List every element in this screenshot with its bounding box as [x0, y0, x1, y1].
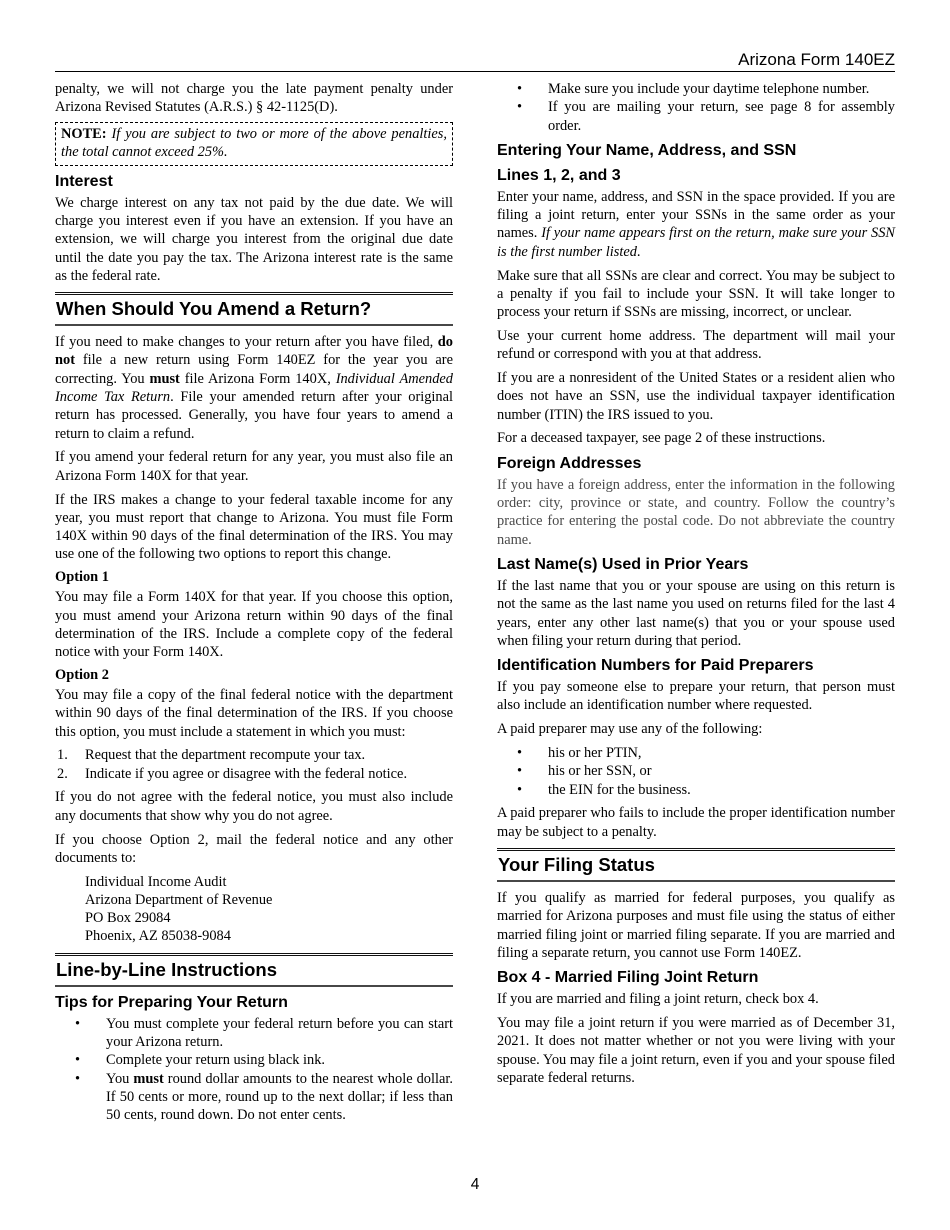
bullet-marker: •: [517, 99, 523, 116]
header-rule: [55, 71, 895, 72]
list-item-text: [106, 1071, 453, 1124]
bullet-list: [497, 80, 895, 135]
text-segment: If you are mailing your return, see page 8 for assembly order.: [548, 99, 895, 134]
page-content: [55, 80, 895, 1130]
text-segment: If you qualify as married for federal purposes, you qualify as married for Arizona purposes and must file using the status of either married filing joint or married filing separate. If you are married and filing a separate return, you cannot use Form 140EZ.: [497, 890, 895, 961]
text-segment: If you do not agree with the federal notice, you must also include any documents that show why you do not agree.: [55, 789, 453, 824]
paragraph: [497, 990, 895, 1008]
text-segment: A paid preparer may use any of the following:: [497, 721, 763, 738]
text-segment: If you have a foreign address, enter the information in the following order: city, province or state, and country. Follow the country’s practice for entering the postal code. Do not abbreviate the country name.: [497, 476, 895, 548]
bullet-item: [55, 1051, 453, 1069]
section-heading: Your Filing Status: [497, 848, 895, 882]
subheading: Entering Your Name, Address, and SSN: [497, 141, 797, 159]
paragraph: [55, 491, 453, 564]
numbered-item: [55, 765, 453, 783]
text-segment: file Arizona Form 140X,: [179, 370, 336, 387]
list-item-text: [548, 763, 652, 779]
bullet-marker: •: [75, 1070, 81, 1087]
subheading: Box 4 - Married Filing Joint Return: [497, 969, 759, 987]
paragraph: [497, 1014, 895, 1087]
bullet-item: [497, 762, 895, 780]
paragraph: [55, 788, 453, 825]
subheading: Foreign Addresses: [497, 454, 642, 472]
text-segment: Use your current home address. The department will mail your refund or correspond with you at that address.: [497, 327, 895, 363]
bullet-item: [497, 80, 895, 98]
text-segment: do not: [55, 334, 453, 369]
section-heading: When Should You Amend a Return?: [55, 292, 453, 326]
text-segment: If you need to make changes to your return after you have filed,: [55, 334, 438, 351]
paragraph: [497, 429, 895, 447]
paragraph: [497, 678, 895, 715]
subheading: Tips for Preparing Your Return: [55, 993, 288, 1011]
text-segment: Individual Amended Income Tax Return: [55, 370, 453, 406]
bullet-marker: •: [517, 763, 523, 780]
address-line: Phoenix, AZ 85038-9084: [85, 928, 231, 945]
page-number: 4: [470, 1176, 480, 1193]
bullet-marker: •: [517, 745, 523, 762]
text-segment: Complete your return using black ink.: [106, 1052, 326, 1069]
bullet-item: [497, 744, 895, 762]
paragraph: [497, 720, 895, 738]
paragraph: [497, 188, 895, 261]
text-segment: round dollar amounts to the nearest whole dollar. If 50 cents or more, round up to the next dollar; if less than 50 cents, round down. Do not enter cents.: [106, 1070, 453, 1124]
text-segment: the EIN for the business.: [548, 781, 691, 798]
text-segment: You may file a copy of the final federal notice with the department within 90 days of the final determination of the IRS. If you choose this option, you must include a statement in which you must:: [55, 686, 453, 740]
list-item-text: [106, 1016, 453, 1050]
list-item-text: [548, 745, 642, 761]
list-item-text: [85, 766, 407, 782]
text-segment: If your name appears first on the return, make sure your SSN is the first number listed: [497, 225, 896, 260]
bullet-item: [497, 781, 895, 799]
text-segment: You: [106, 1070, 134, 1087]
number-marker: 2.: [57, 765, 68, 782]
list-item-text: [85, 747, 365, 763]
page-header-title: Arizona Form 140EZ: [738, 50, 895, 69]
number-marker: 1.: [57, 747, 68, 764]
bullet-marker: •: [517, 781, 523, 798]
text-segment: You may file a joint return if you were married as of December 31, 2021. It does not matter whether or not you were living with your spouse. You may file a joint return, even if you and your spouse filed separate federal returns.: [497, 1014, 895, 1086]
list-item-text: [106, 1052, 325, 1068]
text-segment: file a new return using Form 140EZ for the year you are correcting. You: [55, 352, 453, 387]
address-line: PO Box 29084: [85, 910, 171, 927]
text-segment: If you choose Option 2, mail the federal notice and any other documents to:: [55, 831, 453, 866]
text-segment: .: [636, 243, 641, 260]
list-item-text: [548, 782, 691, 798]
text-segment: must: [133, 1070, 164, 1087]
bullet-marker: •: [517, 81, 523, 97]
bullet-marker: •: [75, 1052, 81, 1069]
list-item-text: [548, 99, 895, 133]
text-segment: If you pay someone else to prepare your return, that person must also include an identification number where requested.: [497, 679, 895, 714]
text-segment: penalty, we will not charge you the late payment penalty under Arizona Revised Statutes (A.R.S.) § 42-1125(D).: [55, 81, 453, 116]
text-segment: Make sure that all SSNs are clear and correct. You may be subject to a penalty if you fail to include your SSN. It will take longer to process your return if SSNs are missing, incorrect, or unclear.: [497, 267, 895, 321]
paragraph: [497, 476, 895, 549]
paragraph: [497, 804, 895, 841]
text-segment: must: [149, 370, 180, 387]
run-in-heading: Option 1: [55, 569, 109, 586]
note-box: [55, 122, 453, 166]
paragraph: [55, 588, 453, 661]
paragraph: [55, 831, 453, 868]
column-right: [497, 80, 895, 1130]
address-line: Arizona Department of Revenue: [85, 891, 273, 908]
run-in-heading: Option 2: [55, 666, 109, 683]
text-segment: You must complete your federal return before you can start your Arizona return.: [106, 1015, 453, 1051]
address-block: [85, 873, 453, 946]
address-line: Individual Income Audit: [85, 873, 227, 890]
bullet-list: [55, 1015, 453, 1125]
numbered-list: [55, 746, 453, 783]
paragraph: [55, 80, 453, 117]
bullet-list: [497, 744, 895, 799]
paragraph: [497, 577, 895, 650]
section-heading: Line-by-Line Instructions: [55, 953, 453, 987]
text-segment: Indicate if you agree or disagree with the federal notice.: [85, 765, 408, 782]
bullet-item: [55, 1070, 453, 1125]
text-segment: We charge interest on any tax not paid by the due date. We will charge you interest even if you have an extension. If you have an extension, we will charge you interest from the original due date until the date you pay the tax. The Arizona interest rate is the same as the federal rate.: [55, 194, 453, 284]
list-item-text: [548, 81, 869, 97]
paragraph: [497, 267, 895, 322]
column-left: [55, 80, 453, 1130]
text-segment: his or her PTIN,: [548, 745, 642, 762]
paragraph: [55, 333, 453, 443]
paragraph: [55, 686, 453, 741]
text-segment: A paid preparer who fails to include the proper identification number may be subject to a penalty.: [497, 805, 895, 840]
text-segment: If the IRS makes a change to your federal taxable income for any year, you must report that change to Arizona. You must file Form 140X within 90 days of the final determination of the IRS. You may use one of the following two options to report this change.: [55, 491, 453, 563]
subheading: Lines 1, 2, and 3: [497, 166, 621, 184]
paragraph: [497, 369, 895, 424]
bullet-marker: •: [75, 1015, 81, 1032]
text-segment: You may file a Form 140X for that year. If you choose this option, you must amend your Arizona return within 90 days of the final determination of the IRS. Include a complete copy of the federal notice with your Form 140X.: [55, 589, 453, 661]
text-segment: If you are married and filing a joint return, check box 4.: [497, 991, 819, 1008]
text-segment: Make sure you include your daytime telephone number.: [548, 81, 870, 97]
paragraph: [55, 448, 453, 485]
text-segment: NOTE:: [61, 126, 107, 143]
paragraph: [497, 889, 895, 962]
subheading: Identification Numbers for Paid Preparers: [497, 657, 814, 675]
bullet-item: [497, 98, 895, 135]
text-segment: . File your amended return after your original return has processed. Generally, you have four years to amend a return to claim a refund.: [55, 389, 454, 442]
subheading: Interest: [55, 172, 113, 190]
text-segment: Enter your name, address, and SSN in the space provided. If you are filing a joint return, enter your SSNs in the same order as your names.: [497, 188, 895, 242]
text-segment: If you are a nonresident of the United States or a resident alien who does not have an SSN, use the individual taxpayer identification number (ITIN) the IRS issued to you.: [497, 370, 895, 423]
subheading: Last Name(s) Used in Prior Years: [497, 555, 749, 573]
bullet-item: [55, 1015, 453, 1052]
paragraph: [497, 327, 895, 364]
text-segment: If you are subject to two or more of the above penalties, the total cannot exceed 25%.: [61, 126, 447, 161]
paragraph: [55, 194, 453, 285]
text-segment: If the last name that you or your spouse are using on this return is not the same as the last name you used on returns filed for the last 4 years, enter any other last name(s) that you or your spouse used when filing your return during that period.: [497, 577, 895, 649]
numbered-item: [55, 746, 453, 764]
text-segment: his or her SSN, or: [548, 763, 652, 780]
text-segment: Request that the department recompute your tax.: [85, 747, 366, 764]
text-segment: For a deceased taxpayer, see page 2 of these instructions.: [497, 430, 826, 447]
text-segment: If you amend your federal return for any year, you must also file an Arizona Form 140X for that year.: [55, 449, 453, 484]
